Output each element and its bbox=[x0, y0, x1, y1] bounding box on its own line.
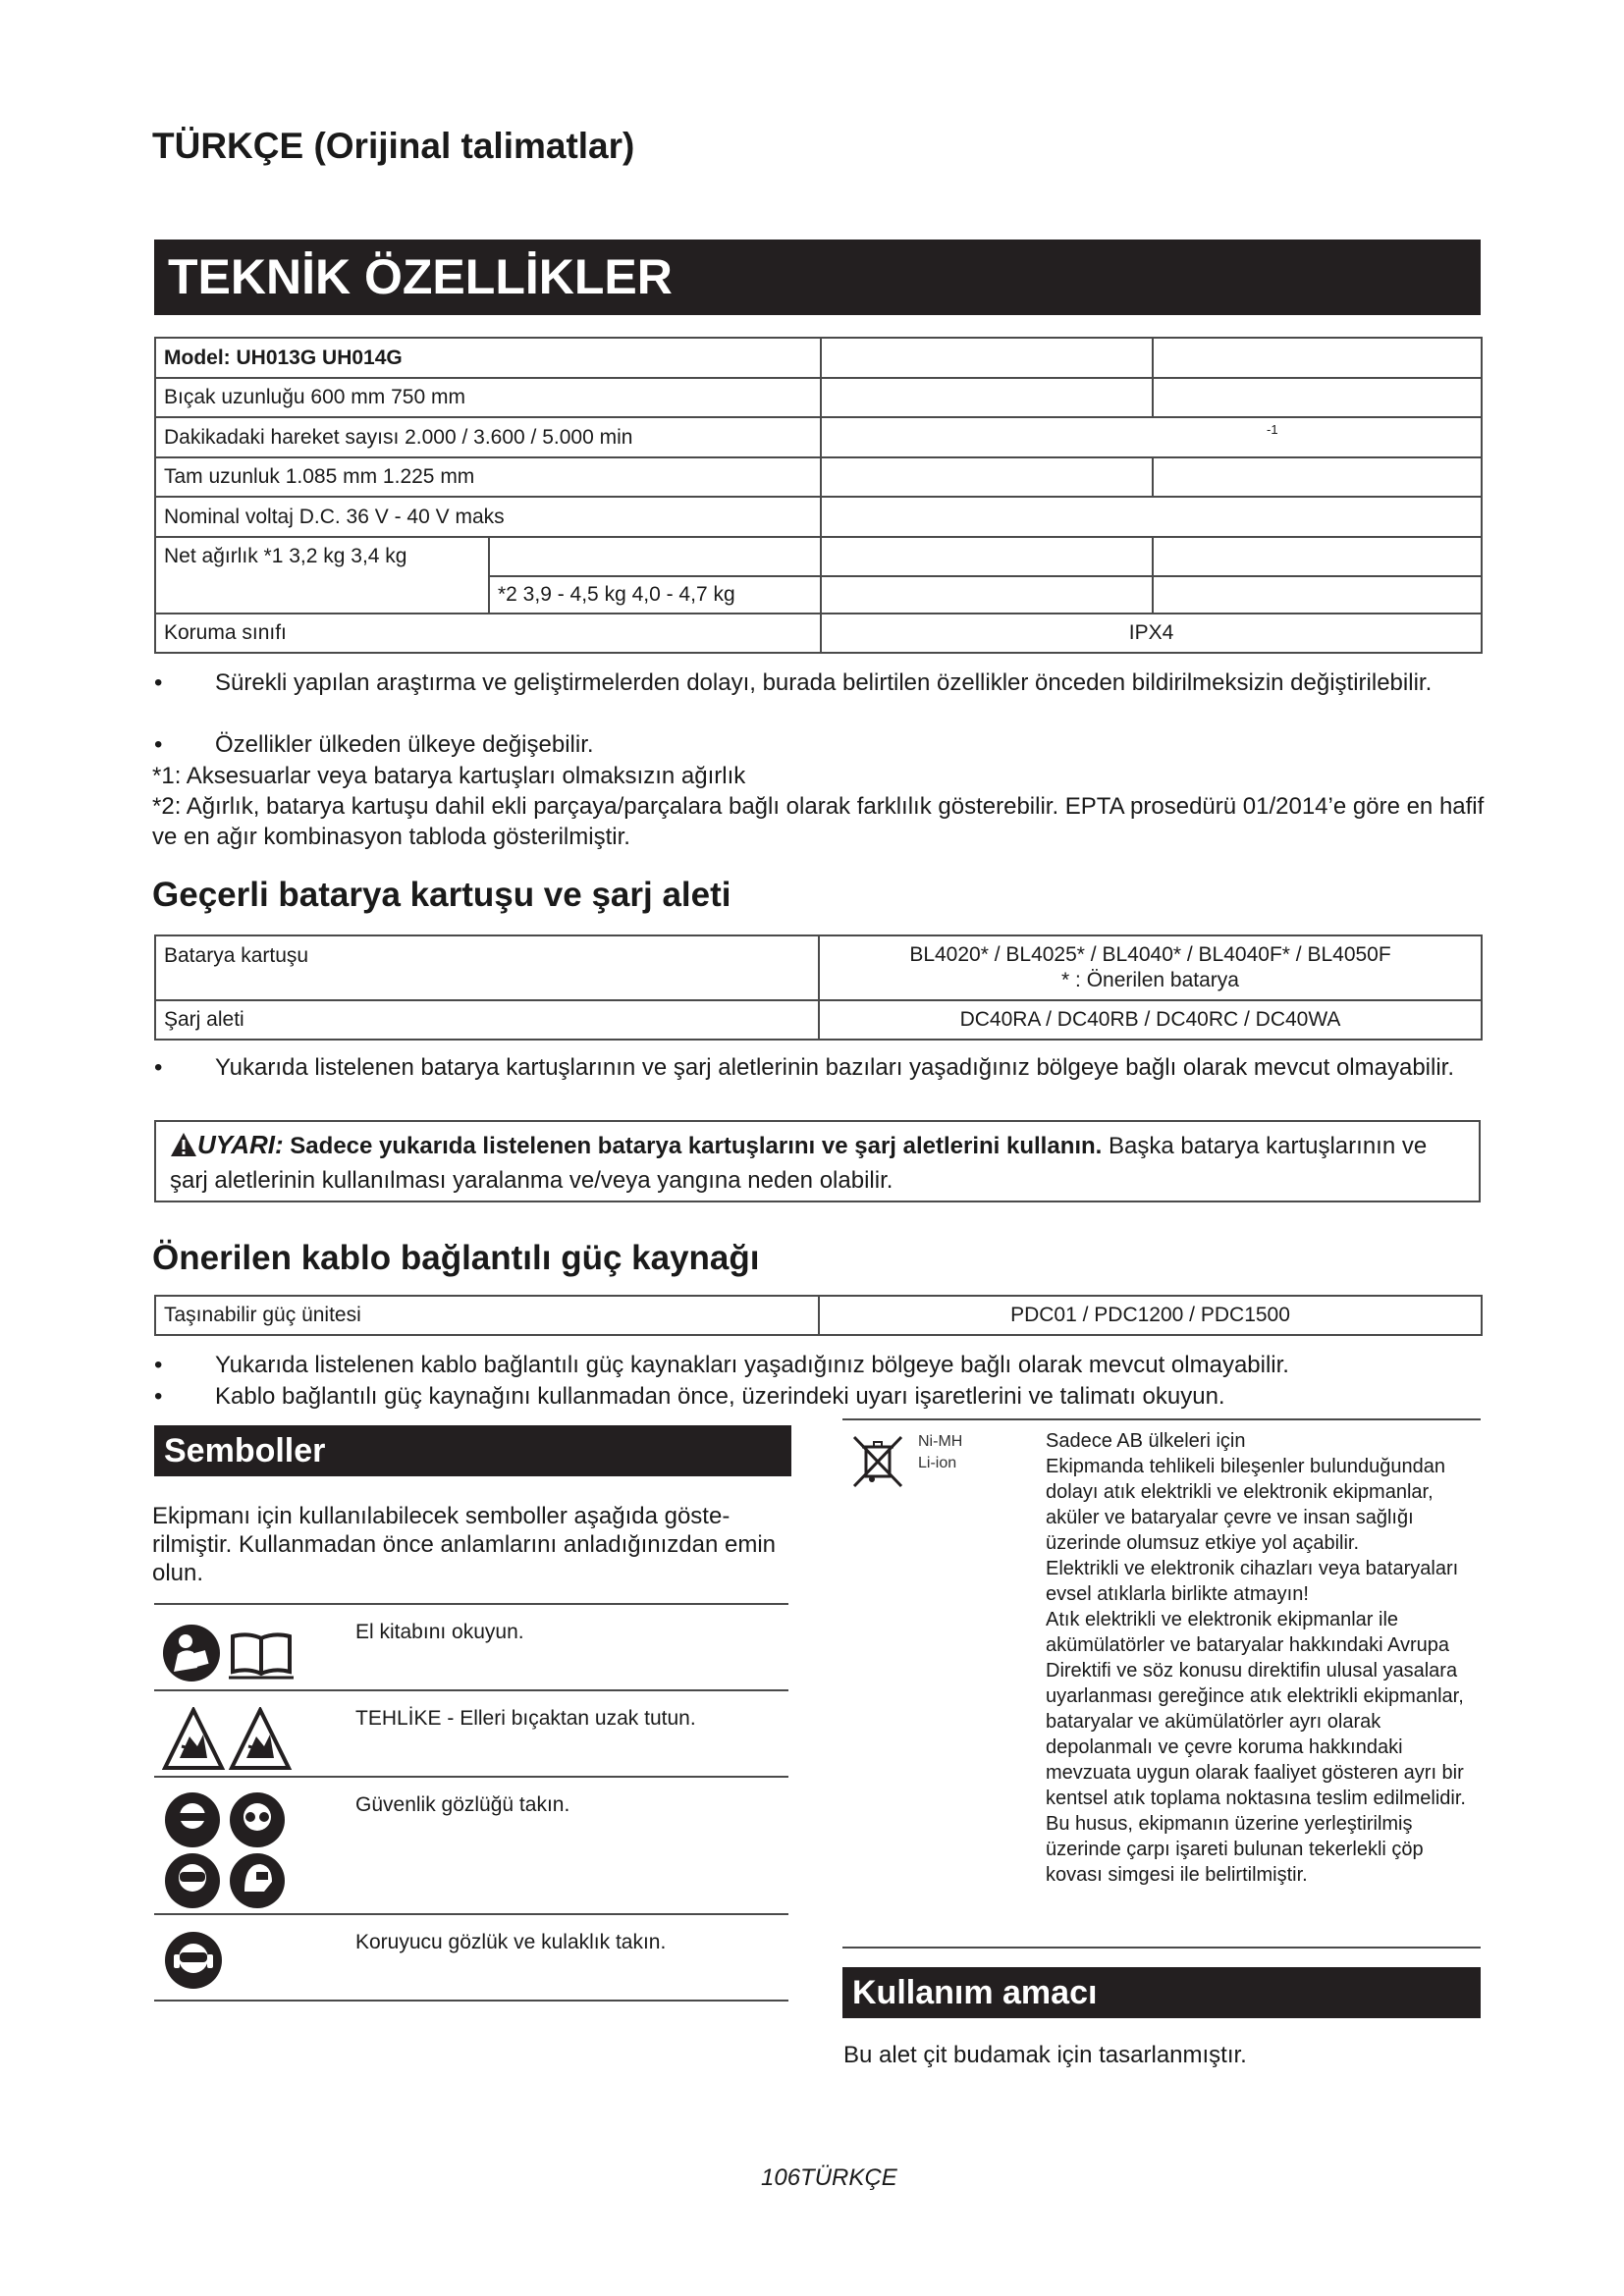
symbol-text: Koruyucu gözlük ve kulaklık takın. bbox=[355, 1931, 667, 1953]
specs-weight-row2: *2 3,9 - 4,5 kg 4,0 - 4,7 kg bbox=[489, 576, 821, 614]
specs-protection-value: IPX4 bbox=[821, 614, 1482, 653]
superscript-minus-one: -1 bbox=[1267, 422, 1278, 437]
page-footer: 106TÜRKÇE bbox=[761, 2164, 897, 2191]
battery-charger-value: DC40RA / DC40RB / DC40RC / DC40WA bbox=[819, 1000, 1482, 1040]
symbol-row bbox=[154, 1603, 788, 1691]
battery-table bbox=[154, 934, 1483, 1041]
specs-bullet: • Özellikler ülkeden ülkeye değişebilir. bbox=[154, 731, 594, 758]
battery-bullet: • Yukarıda listelenen batarya kartuşlarının ve şarj aletlerinin bazıları yaşadığınız bölgeye bağlı olarak mevcut olmayabilir. bbox=[154, 1054, 1455, 1081]
specs-row: Tam uzunluk 1.085 mm 1.225 mm bbox=[155, 457, 821, 497]
power-label: Taşınabilir güç ünitesi bbox=[155, 1296, 819, 1335]
symbols-title-bar: Semboller bbox=[154, 1425, 791, 1476]
symbol-row bbox=[154, 1689, 788, 1778]
symbol-text: Güvenlik gözlüğü takın. bbox=[355, 1793, 570, 1816]
danger-blade-icon bbox=[162, 1707, 299, 1777]
warning-rest-text: Başka batarya kartuşlarının ve şarj aletlerinin kullanılması yaralanma ve/veya yangına neden olabilir. bbox=[170, 1133, 1428, 1194]
specs-row: Nominal voltaj D.C. 36 V - 40 V maks bbox=[155, 497, 821, 537]
specs-title-bar: TEKNİK ÖZELLİKLER bbox=[154, 240, 1481, 315]
read-manual-icon bbox=[162, 1623, 299, 1688]
symbols-intro: Ekipmanı için kullanılabilecek semboller aşağıda gösterilmiştir. Kullanmadan önce anlamlarını anladığınızdan emin olun. bbox=[152, 1503, 777, 1586]
battery-cartridge-value: BL4020* / BL4025* / BL4040* / BL4040F* / BL4050F bbox=[909, 943, 1391, 966]
power-value: PDC01 / PDC1200 / PDC1500 bbox=[819, 1296, 1482, 1335]
symbol-text: TEHLİKE - Elleri bıçaktan uzak tutun. bbox=[355, 1707, 696, 1730]
warning-bold-text: Sadece yukarıda listelenen batarya kartuşlarını ve şarj aletlerini kullanın. bbox=[290, 1133, 1103, 1159]
specs-table bbox=[154, 337, 1483, 654]
specs-model-cell: Model: UH013G UH014G bbox=[155, 338, 821, 378]
warning-box bbox=[154, 1120, 1481, 1202]
power-bullet: • Kablo bağlantılı güç kaynağını kullanmadan önce, üzerindeki uyarı işaretlerini ve talimatı okuyun. bbox=[154, 1383, 1225, 1410]
power-table bbox=[154, 1295, 1483, 1336]
weee-top-rule bbox=[842, 1418, 1481, 1420]
weee-text: Sadece AB ülkeleri için Ekipmanda tehlikeli bileşenler bulunduğundan dolayı atık elektrikli ve elektronik ekipmanlar, aküler ve bataryalar çevre ve insan sağlığı üzerinde olumsuz etkiye yol açabilir. Elektrikli ve elektronik cihazları veya bataryaları evsel atıklarla birlikte atmayın! Atık elektrikli ve elektronik ekipmanlar ile akümülatörler ve bataryalar hakkındaki Avrupa Direktifi ve söz konusu direktifin ulusal yasalara uyarlanması gereğince atık elektrikli ekipmanlar, bataryalar ve akümülatörler ayrı olarak depolanmalı ve çevre koruma hakkındaki mevzuata uygun olarak faaliyet gösteren ayrı bir kentsel atık toplama noktasına teslim edilmelidir. Bu husus, ekipmanın üzerine yerleştirilmiş üzerinde çarpı işareti bulunan tekerlekli çöp kovası simgesi ile belirtilmiştir. bbox=[1046, 1430, 1466, 1886]
specs-row: Bıçak uzunluğu 600 mm 750 mm bbox=[155, 378, 821, 417]
battery-cartridge-label: Batarya kartuşu bbox=[155, 935, 819, 1000]
symbol-row bbox=[154, 1776, 788, 1915]
battery-cartridge-note: * : Önerilen batarya bbox=[1061, 969, 1239, 991]
specs-weight-cell: Net ağırlık *1 3,2 kg 3,4 kg bbox=[155, 537, 489, 614]
intended-use-title-bar: Kullanım amacı bbox=[842, 1967, 1481, 2018]
battery-heading: Geçerli batarya kartuşu ve şarj aleti bbox=[152, 876, 731, 914]
battery-type-label: Ni-MH bbox=[918, 1433, 963, 1450]
crossed-bin-icon bbox=[850, 1433, 905, 1495]
specs-note-2: *2: Ağırlık, batarya kartuşu dahil ekli parçaya/parçalara bağlı olarak farklılık gösterebilir. EPTA prosedürü 01/2014’e göre en hafif ve en ağır kombinasyon tabloda gösterilmiştir. bbox=[152, 793, 1485, 850]
specs-note-1: *1: Aksesuarlar veya batarya kartuşları olmaksızın ağırlık bbox=[152, 763, 746, 789]
warning-icon bbox=[170, 1132, 197, 1165]
safety-glasses-icon bbox=[162, 1789, 299, 1916]
symbol-text: El kitabını okuyun. bbox=[355, 1621, 524, 1643]
page-heading: TÜRKÇE (Orijinal talimatlar) bbox=[152, 126, 635, 166]
weee-bottom-rule bbox=[842, 1947, 1481, 1949]
power-heading: Önerilen kablo bağlantılı güç kaynağı bbox=[152, 1239, 760, 1277]
symbol-row bbox=[154, 1913, 788, 2002]
intended-use-text: Bu alet çit budamak için tasarlanmıştır. bbox=[843, 2042, 1247, 2068]
specs-bullet: • Sürekli yapılan araştırma ve geliştirmelerden dolayı, burada belirtilen özellikler önceden bildirilmeksizin değiştirilebilir. bbox=[154, 669, 1433, 696]
specs-row: Dakikadaki hareket sayısı 2.000 / 3.600 / 5.000 min bbox=[155, 417, 821, 457]
goggles-earmuffs-icon bbox=[162, 1929, 225, 1997]
specs-protection-label: Koruma sınıfı bbox=[155, 614, 821, 653]
battery-type-label: Li-ion bbox=[918, 1455, 957, 1471]
battery-charger-label: Şarj aleti bbox=[155, 1000, 819, 1040]
warning-label: UYARI: bbox=[197, 1130, 284, 1159]
power-bullet: • Yukarıda listelenen kablo bağlantılı güç kaynakları yaşadığınız bölgeye bağlı olarak mevcut olmayabilir. bbox=[154, 1352, 1289, 1378]
